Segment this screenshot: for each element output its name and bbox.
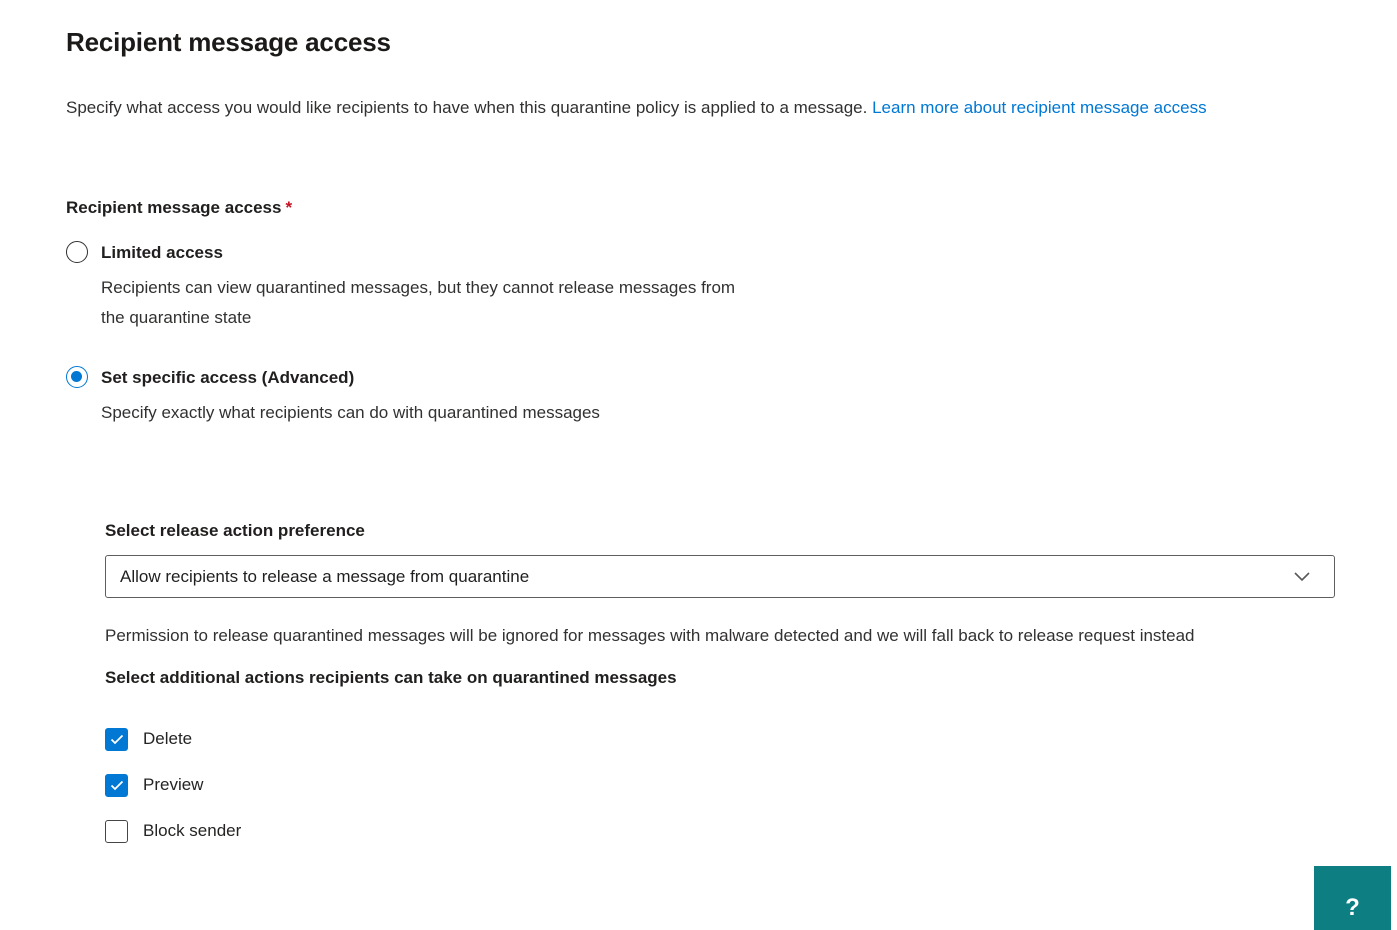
required-asterisk: * — [285, 198, 293, 217]
check-icon — [110, 780, 124, 791]
release-action-selected-value: Allow recipients to release a message from quarantine — [120, 566, 530, 586]
radio-selected-icon[interactable] — [66, 366, 88, 388]
checkbox-unchecked-icon[interactable] — [105, 820, 128, 843]
intro-text: Specify what access you would like recipients to have when this quarantine policy is applied to a message. — [66, 98, 868, 117]
radio-unselected-icon[interactable] — [66, 241, 88, 263]
additional-actions-checkbox-list — [105, 727, 1397, 843]
checkbox-label-delete: Delete — [143, 729, 193, 748]
question-mark-icon: ? — [1345, 893, 1360, 921]
checkbox-label-preview: Preview — [143, 775, 204, 794]
radio-option-set-specific-access[interactable] — [66, 366, 1397, 428]
learn-more-link[interactable]: Learn more about recipient message access — [872, 98, 1207, 117]
recipient-access-field-label: Recipient message access * — [66, 198, 293, 217]
release-action-label: Select release action preference — [105, 521, 365, 540]
chevron-down-icon — [1294, 572, 1310, 582]
checkbox-row-preview[interactable] — [105, 773, 1397, 797]
recipient-access-radio-group — [66, 241, 1397, 428]
radio-option-limited-access[interactable] — [66, 241, 1397, 333]
radio-label-set-specific-access: Set specific access (Advanced) — [101, 368, 355, 387]
radio-description-limited-access: Recipients can view quarantined messages, but they cannot release messages from the quarantine state — [101, 278, 736, 327]
checkbox-row-delete[interactable] — [105, 727, 1397, 751]
checkbox-checked-icon[interactable] — [105, 728, 128, 751]
checkbox-row-block-sender[interactable] — [105, 819, 1397, 843]
radio-description-set-specific-access: Specify exactly what recipients can do with quarantined messages — [101, 403, 600, 422]
radio-label-limited-access: Limited access — [101, 243, 223, 262]
checkbox-label-block-sender: Block sender — [143, 821, 242, 840]
checkbox-checked-icon[interactable] — [105, 774, 128, 797]
release-permission-note: Permission to release quarantined messages will be ignored for messages with malware detected and we will fall back to release request instead — [105, 626, 1195, 645]
additional-actions-label: Select additional actions recipients can take on quarantined messages — [105, 668, 677, 687]
help-button[interactable] — [1314, 866, 1391, 930]
intro-paragraph — [66, 94, 1336, 122]
check-icon — [110, 734, 124, 745]
release-action-dropdown[interactable] — [105, 555, 1335, 598]
advanced-access-subsection — [105, 521, 1397, 843]
page-title: Recipient message access — [66, 27, 391, 57]
